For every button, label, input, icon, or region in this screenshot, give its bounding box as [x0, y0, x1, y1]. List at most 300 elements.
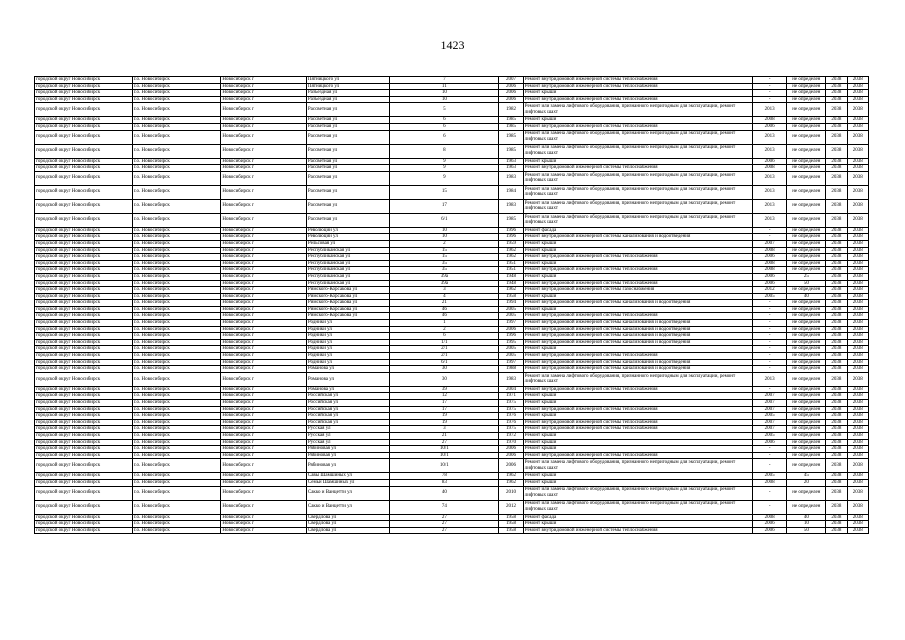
- municipality-cell: городской округ Новосибирск: [35, 158, 133, 165]
- cost-cell: не определен: [787, 247, 826, 254]
- city-cell: Новосибирск г: [221, 144, 307, 158]
- planned-start-year-cell: 2038: [826, 514, 847, 521]
- work-type-cell: Ремонт внутридомовой инженерной системы канализования и водоотведения: [523, 320, 752, 327]
- planned-end-year-cell: 2038: [847, 96, 868, 103]
- settlement-cell: г.о. Новосибирск: [132, 527, 221, 534]
- cost-cell: не определен: [787, 158, 826, 165]
- planned-start-year-cell: 2038: [826, 372, 847, 386]
- table-row: [35, 439, 869, 446]
- table-row: [35, 486, 869, 500]
- street-cell: Рассветная ул: [306, 165, 390, 172]
- city-cell: Новосибирск г: [221, 260, 307, 267]
- cost-cell: не определен: [787, 326, 826, 333]
- street-cell: Савы Шамшиных ул: [306, 473, 390, 480]
- last-repair-year-cell: -: [752, 313, 787, 320]
- planned-end-year-cell: 2038: [847, 439, 868, 446]
- build-year-cell: 2010: [499, 486, 523, 500]
- table-row: [35, 254, 869, 261]
- settlement-cell: г.о. Новосибирск: [132, 171, 221, 185]
- city-cell: Новосибирск г: [221, 306, 307, 313]
- street-cell: Рассветная ул: [306, 171, 390, 185]
- work-type-cell: Ремонт внутридомовой инженерной системы теплоснабжения: [523, 254, 752, 261]
- city-cell: Новосибирск г: [221, 333, 307, 340]
- build-year-cell: 1951: [499, 267, 523, 274]
- work-type-cell: Ремонт или замена лифтового оборудования, признанного непригодным для эксплуатации, ремонт лифтовых шахт: [523, 171, 752, 185]
- build-year-cell: 1994: [499, 300, 523, 307]
- settlement-cell: г.о. Новосибирск: [132, 339, 221, 346]
- planned-start-year-cell: 2038: [826, 439, 847, 446]
- settlement-cell: г.о. Новосибирск: [132, 300, 221, 307]
- last-repair-year-cell: -: [752, 83, 787, 90]
- municipality-cell: городской округ Новосибирск: [35, 359, 133, 366]
- settlement-cell: г.о. Новосибирск: [132, 479, 221, 486]
- cost-cell: 50: [787, 280, 826, 287]
- settlement-cell: г.о. Новосибирск: [132, 254, 221, 261]
- planned-end-year-cell: 2038: [847, 117, 868, 124]
- table-row: [35, 306, 869, 313]
- street-cell: Римского-Корсакова ул: [306, 306, 390, 313]
- build-year-cell: 1985: [499, 123, 523, 130]
- planned-end-year-cell: 2038: [847, 326, 868, 333]
- planned-end-year-cell: 2038: [847, 144, 868, 158]
- street-cell: Русская ул: [306, 439, 390, 446]
- city-cell: Новосибирск г: [221, 267, 307, 274]
- city-cell: Новосибирск г: [221, 353, 307, 360]
- work-type-cell: Ремонт внутридомовой инженерной системы теплоснабжения: [523, 386, 752, 393]
- municipality-cell: городской округ Новосибирск: [35, 240, 133, 247]
- cost-cell: не определен: [787, 486, 826, 500]
- table-row: [35, 300, 869, 307]
- table-row: [35, 514, 869, 521]
- street-cell: Русская ул: [306, 432, 390, 439]
- street-cell: Родники ул: [306, 346, 390, 353]
- municipality-cell: городской округ Новосибирск: [35, 413, 133, 420]
- house-number-cell: 39: [390, 386, 499, 393]
- last-repair-year-cell: -: [752, 227, 787, 234]
- planned-start-year-cell: 2038: [826, 500, 847, 514]
- planned-end-year-cell: 2038: [847, 419, 868, 426]
- table-row: [35, 293, 869, 300]
- street-cell: Свердлова ул: [306, 527, 390, 534]
- cost-cell: не определен: [787, 213, 826, 227]
- work-type-cell: Ремонт внутридомовой инженерной системы канализования и водоотведения: [523, 300, 752, 307]
- work-type-cell: Ремонт крыши: [523, 400, 752, 407]
- planned-start-year-cell: 2038: [826, 446, 847, 453]
- municipality-cell: городской округ Новосибирск: [35, 521, 133, 528]
- cost-cell: не определен: [787, 144, 826, 158]
- table-row: [35, 260, 869, 267]
- cost-cell: не определен: [787, 459, 826, 473]
- planned-end-year-cell: 2038: [847, 185, 868, 199]
- house-number-cell: 8: [390, 144, 499, 158]
- cost-cell: 45: [787, 473, 826, 480]
- last-repair-year-cell: 2008: [752, 247, 787, 254]
- house-number-cell: 17: [390, 199, 499, 213]
- street-cell: Рассветная ул: [306, 213, 390, 227]
- last-repair-year-cell: 2008: [752, 260, 787, 267]
- build-year-cell: 1983: [499, 171, 523, 185]
- cost-cell: не определен: [787, 90, 826, 97]
- planned-start-year-cell: 2038: [826, 83, 847, 90]
- planned-start-year-cell: 2038: [826, 326, 847, 333]
- street-cell: Республиканская ул: [306, 254, 390, 261]
- planned-start-year-cell: 2038: [826, 393, 847, 400]
- street-cell: Свердлова ул: [306, 521, 390, 528]
- planned-end-year-cell: 2038: [847, 413, 868, 420]
- registry-table: [34, 76, 869, 534]
- cost-cell: не определен: [787, 240, 826, 247]
- planned-start-year-cell: 2038: [826, 213, 847, 227]
- planned-start-year-cell: 2038: [826, 254, 847, 261]
- settlement-cell: г.о. Новосибирск: [132, 353, 221, 360]
- house-number-cell: 17: [390, 400, 499, 407]
- planned-end-year-cell: 2038: [847, 386, 868, 393]
- table-row: [35, 96, 869, 103]
- municipality-cell: городской округ Новосибирск: [35, 287, 133, 294]
- planned-end-year-cell: 2038: [847, 346, 868, 353]
- build-year-cell: 2005: [499, 346, 523, 353]
- settlement-cell: г.о. Новосибирск: [132, 346, 221, 353]
- table-row: [35, 333, 869, 340]
- planned-start-year-cell: 2038: [826, 158, 847, 165]
- planned-start-year-cell: 2038: [826, 247, 847, 254]
- last-repair-year-cell: -: [752, 77, 787, 84]
- city-cell: Новосибирск г: [221, 280, 307, 287]
- build-year-cell: 1963: [499, 158, 523, 165]
- last-repair-year-cell: -: [752, 339, 787, 346]
- house-number-cell: 6: [390, 130, 499, 144]
- municipality-cell: городской округ Новосибирск: [35, 353, 133, 360]
- table-row: [35, 227, 869, 234]
- municipality-cell: городской округ Новосибирск: [35, 234, 133, 241]
- city-cell: Новосибирск г: [221, 400, 307, 407]
- city-cell: Новосибирск г: [221, 227, 307, 234]
- table-row: [35, 432, 869, 439]
- build-year-cell: 1985: [499, 117, 523, 124]
- planned-start-year-cell: 2038: [826, 77, 847, 84]
- work-type-cell: Ремонт внутридомовой инженерной системы теплоснабжения: [523, 123, 752, 130]
- planned-end-year-cell: 2038: [847, 500, 868, 514]
- municipality-cell: городской округ Новосибирск: [35, 280, 133, 287]
- planned-start-year-cell: 2038: [826, 366, 847, 373]
- planned-start-year-cell: 2038: [826, 452, 847, 459]
- planned-end-year-cell: 2038: [847, 287, 868, 294]
- house-number-cell: 10: [390, 96, 499, 103]
- municipality-cell: городской округ Новосибирск: [35, 130, 133, 144]
- municipality-cell: городской округ Новосибирск: [35, 473, 133, 480]
- planned-end-year-cell: 2038: [847, 527, 868, 534]
- table-row: [35, 320, 869, 327]
- city-cell: Новосибирск г: [221, 300, 307, 307]
- city-cell: Новосибирск г: [221, 293, 307, 300]
- last-repair-year-cell: 2006: [752, 521, 787, 528]
- street-cell: Пятницкого ул: [306, 77, 390, 84]
- last-repair-year-cell: 2013: [752, 213, 787, 227]
- house-number-cell: 15: [390, 185, 499, 199]
- house-number-cell: 40: [390, 486, 499, 500]
- house-number-cell: 10: [390, 227, 499, 234]
- planned-end-year-cell: 2038: [847, 260, 868, 267]
- work-type-cell: Ремонт внутридомовой инженерной системы теплоснабжения: [523, 96, 752, 103]
- settlement-cell: г.о. Новосибирск: [132, 247, 221, 254]
- planned-start-year-cell: 2038: [826, 527, 847, 534]
- city-cell: Новосибирск г: [221, 339, 307, 346]
- last-repair-year-cell: 2006: [752, 254, 787, 261]
- work-type-cell: Ремонт внутридомовой инженерной системы теплоснабжения: [523, 419, 752, 426]
- table-row: [35, 158, 869, 165]
- settlement-cell: г.о. Новосибирск: [132, 117, 221, 124]
- cost-cell: не определен: [787, 439, 826, 446]
- build-year-cell: 1962: [499, 479, 523, 486]
- planned-start-year-cell: 2038: [826, 419, 847, 426]
- build-year-cell: 2012: [499, 500, 523, 514]
- settlement-cell: г.о. Новосибирск: [132, 280, 221, 287]
- cost-cell: не определен: [787, 254, 826, 261]
- city-cell: Новосибирск г: [221, 372, 307, 386]
- municipality-cell: городской округ Новосибирск: [35, 103, 133, 117]
- build-year-cell: 1962: [499, 254, 523, 261]
- planned-end-year-cell: 2038: [847, 130, 868, 144]
- settlement-cell: г.о. Новосибирск: [132, 419, 221, 426]
- cost-cell: не определен: [787, 77, 826, 84]
- city-cell: Новосибирск г: [221, 313, 307, 320]
- municipality-cell: городской округ Новосибирск: [35, 400, 133, 407]
- last-repair-year-cell: 2007: [752, 406, 787, 413]
- work-type-cell: Ремонт внутридомовой инженерной системы канализования и водоотведения: [523, 333, 752, 340]
- last-repair-year-cell: 2006: [752, 123, 787, 130]
- last-repair-year-cell: 2013: [752, 372, 787, 386]
- build-year-cell: 1963: [499, 165, 523, 172]
- house-number-cell: 10/1: [390, 459, 499, 473]
- municipality-cell: городской округ Новосибирск: [35, 486, 133, 500]
- house-number-cell: 74: [390, 500, 499, 514]
- planned-end-year-cell: 2038: [847, 171, 868, 185]
- cost-cell: не определен: [787, 400, 826, 407]
- settlement-cell: г.о. Новосибирск: [132, 234, 221, 241]
- street-cell: Родники ул: [306, 339, 390, 346]
- settlement-cell: г.о. Новосибирск: [132, 83, 221, 90]
- table-row: [35, 117, 869, 124]
- street-cell: Пятницкого ул: [306, 83, 390, 90]
- last-repair-year-cell: -: [752, 446, 787, 453]
- build-year-cell: 1958: [499, 514, 523, 521]
- last-repair-year-cell: -: [752, 366, 787, 373]
- planned-end-year-cell: 2038: [847, 300, 868, 307]
- municipality-cell: городской округ Новосибирск: [35, 426, 133, 433]
- table-row: [35, 273, 869, 280]
- street-cell: Революции ул: [306, 227, 390, 234]
- last-repair-year-cell: 2006: [752, 273, 787, 280]
- planned-start-year-cell: 2038: [826, 413, 847, 420]
- work-type-cell: Ремонт крыши: [523, 240, 752, 247]
- street-cell: Рассветная ул: [306, 117, 390, 124]
- settlement-cell: г.о. Новосибирск: [132, 514, 221, 521]
- planned-start-year-cell: 2038: [826, 103, 847, 117]
- house-number-cell: 6/1: [390, 359, 499, 366]
- build-year-cell: 1958: [499, 521, 523, 528]
- house-number-cell: 9: [390, 158, 499, 165]
- planned-end-year-cell: 2038: [847, 446, 868, 453]
- planned-end-year-cell: 2038: [847, 452, 868, 459]
- settlement-cell: г.о. Новосибирск: [132, 90, 221, 97]
- planned-end-year-cell: 2038: [847, 313, 868, 320]
- settlement-cell: г.о. Новосибирск: [132, 158, 221, 165]
- city-cell: Новосибирск г: [221, 439, 307, 446]
- work-type-cell: Ремонт крыши: [523, 117, 752, 124]
- planned-start-year-cell: 2038: [826, 227, 847, 234]
- settlement-cell: г.о. Новосибирск: [132, 459, 221, 473]
- street-cell: Рассветная ул: [306, 144, 390, 158]
- cost-cell: не определен: [787, 366, 826, 373]
- city-cell: Новосибирск г: [221, 273, 307, 280]
- build-year-cell: 1975: [499, 426, 523, 433]
- municipality-cell: городской округ Новосибирск: [35, 339, 133, 346]
- work-type-cell: Ремонт крыши: [523, 439, 752, 446]
- street-cell: Рассветная ул: [306, 103, 390, 117]
- house-number-cell: 3: [390, 287, 499, 294]
- cost-cell: не определен: [787, 339, 826, 346]
- city-cell: Новосибирск г: [221, 240, 307, 247]
- table-row: [35, 393, 869, 400]
- planned-end-year-cell: 2038: [847, 366, 868, 373]
- build-year-cell: 1970: [499, 439, 523, 446]
- city-cell: Новосибирск г: [221, 103, 307, 117]
- table-row: [35, 527, 869, 534]
- settlement-cell: г.о. Новосибирск: [132, 293, 221, 300]
- cost-cell: не определен: [787, 227, 826, 234]
- cost-cell: не определен: [787, 287, 826, 294]
- last-repair-year-cell: 2013: [752, 171, 787, 185]
- work-type-cell: Ремонт или замена лифтового оборудования, признанного непригодным для эксплуатации, ремонт лифтовых шахт: [523, 185, 752, 199]
- last-repair-year-cell: -: [752, 459, 787, 473]
- table-row: [35, 213, 869, 227]
- work-type-cell: Ремонт внутридомовой инженерной системы теплоснабжения: [523, 280, 752, 287]
- cost-cell: не определен: [787, 234, 826, 241]
- work-type-cell: Ремонт крыши: [523, 306, 752, 313]
- last-repair-year-cell: -: [752, 359, 787, 366]
- city-cell: Новосибирск г: [221, 130, 307, 144]
- last-repair-year-cell: 2005: [752, 293, 787, 300]
- settlement-cell: г.о. Новосибирск: [132, 144, 221, 158]
- build-year-cell: 1996: [499, 234, 523, 241]
- settlement-cell: г.о. Новосибирск: [132, 446, 221, 453]
- cost-cell: не определен: [787, 313, 826, 320]
- planned-start-year-cell: 2038: [826, 313, 847, 320]
- last-repair-year-cell: 2007: [752, 426, 787, 433]
- house-number-cell: 15: [390, 254, 499, 261]
- build-year-cell: 1972: [499, 432, 523, 439]
- municipality-cell: городской округ Новосибирск: [35, 306, 133, 313]
- house-number-cell: 27: [390, 527, 499, 534]
- street-cell: Родники ул: [306, 326, 390, 333]
- cost-cell: не определен: [787, 260, 826, 267]
- last-repair-year-cell: 2013: [752, 144, 787, 158]
- house-number-cell: 35: [390, 267, 499, 274]
- settlement-cell: г.о. Новосибирск: [132, 260, 221, 267]
- house-number-cell: 4: [390, 293, 499, 300]
- house-number-cell: 5: [390, 103, 499, 117]
- table-row: [35, 473, 869, 480]
- city-cell: Новосибирск г: [221, 171, 307, 185]
- settlement-cell: г.о. Новосибирск: [132, 240, 221, 247]
- city-cell: Новосибирск г: [221, 254, 307, 261]
- build-year-cell: 1995: [499, 339, 523, 346]
- work-type-cell: Ремонт внутридомовой инженерной системы теплоснабжения: [523, 77, 752, 84]
- build-year-cell: 2006: [499, 83, 523, 90]
- street-cell: Российская ул: [306, 393, 390, 400]
- build-year-cell: 1984: [499, 185, 523, 199]
- planned-start-year-cell: 2038: [826, 260, 847, 267]
- house-number-cell: 78: [390, 473, 499, 480]
- settlement-cell: г.о. Новосибирск: [132, 320, 221, 327]
- house-number-cell: 12: [390, 393, 499, 400]
- planned-start-year-cell: 2038: [826, 287, 847, 294]
- planned-end-year-cell: 2038: [847, 254, 868, 261]
- table-row: [35, 386, 869, 393]
- build-year-cell: 1962: [499, 473, 523, 480]
- settlement-cell: г.о. Новосибирск: [132, 185, 221, 199]
- municipality-cell: городской округ Новосибирск: [35, 185, 133, 199]
- planned-end-year-cell: 2038: [847, 293, 868, 300]
- table-row: [35, 479, 869, 486]
- municipality-cell: городской округ Новосибирск: [35, 419, 133, 426]
- city-cell: Новосибирск г: [221, 393, 307, 400]
- municipality-cell: городской округ Новосибирск: [35, 227, 133, 234]
- work-type-cell: Ремонт крыши: [523, 479, 752, 486]
- planned-end-year-cell: 2038: [847, 406, 868, 413]
- cost-cell: не определен: [787, 83, 826, 90]
- house-number-cell: 9: [390, 165, 499, 172]
- work-type-cell: Ремонт крыши: [523, 346, 752, 353]
- planned-start-year-cell: 2038: [826, 165, 847, 172]
- planned-start-year-cell: 2038: [826, 459, 847, 473]
- work-type-cell: Ремонт или замена лифтового оборудования, признанного непригодным для эксплуатации, ремонт лифтовых шахт: [523, 199, 752, 213]
- house-number-cell: 9: [390, 171, 499, 185]
- last-repair-year-cell: -: [752, 320, 787, 327]
- street-cell: Рассветная ул: [306, 199, 390, 213]
- build-year-cell: 2006: [499, 452, 523, 459]
- city-cell: Новосибирск г: [221, 426, 307, 433]
- city-cell: Новосибирск г: [221, 386, 307, 393]
- municipality-cell: городской округ Новосибирск: [35, 527, 133, 534]
- city-cell: Новосибирск г: [221, 247, 307, 254]
- planned-start-year-cell: 2038: [826, 117, 847, 124]
- cost-cell: не определен: [787, 426, 826, 433]
- municipality-cell: городской округ Новосибирск: [35, 254, 133, 261]
- house-number-cell: 6: [390, 123, 499, 130]
- work-type-cell: Ремонт крыши: [523, 247, 752, 254]
- house-number-cell: 39а: [390, 280, 499, 287]
- planned-end-year-cell: 2038: [847, 459, 868, 473]
- last-repair-year-cell: 2005: [752, 473, 787, 480]
- last-repair-year-cell: -: [752, 234, 787, 241]
- city-cell: Новосибирск г: [221, 346, 307, 353]
- table-row: [35, 339, 869, 346]
- planned-start-year-cell: 2038: [826, 473, 847, 480]
- work-type-cell: Ремонт внутридомовой инженерной системы канализования и водоотведения: [523, 326, 752, 333]
- planned-end-year-cell: 2038: [847, 234, 868, 241]
- municipality-cell: городской округ Новосибирск: [35, 320, 133, 327]
- house-number-cell: 46: [390, 306, 499, 313]
- planned-start-year-cell: 2038: [826, 426, 847, 433]
- last-repair-year-cell: 2008: [752, 267, 787, 274]
- municipality-cell: городской округ Новосибирск: [35, 346, 133, 353]
- cost-cell: не определен: [787, 306, 826, 313]
- municipality-cell: городской округ Новосибирск: [35, 452, 133, 459]
- planned-start-year-cell: 2038: [826, 185, 847, 199]
- table-row: [35, 406, 869, 413]
- settlement-cell: г.о. Новосибирск: [132, 77, 221, 84]
